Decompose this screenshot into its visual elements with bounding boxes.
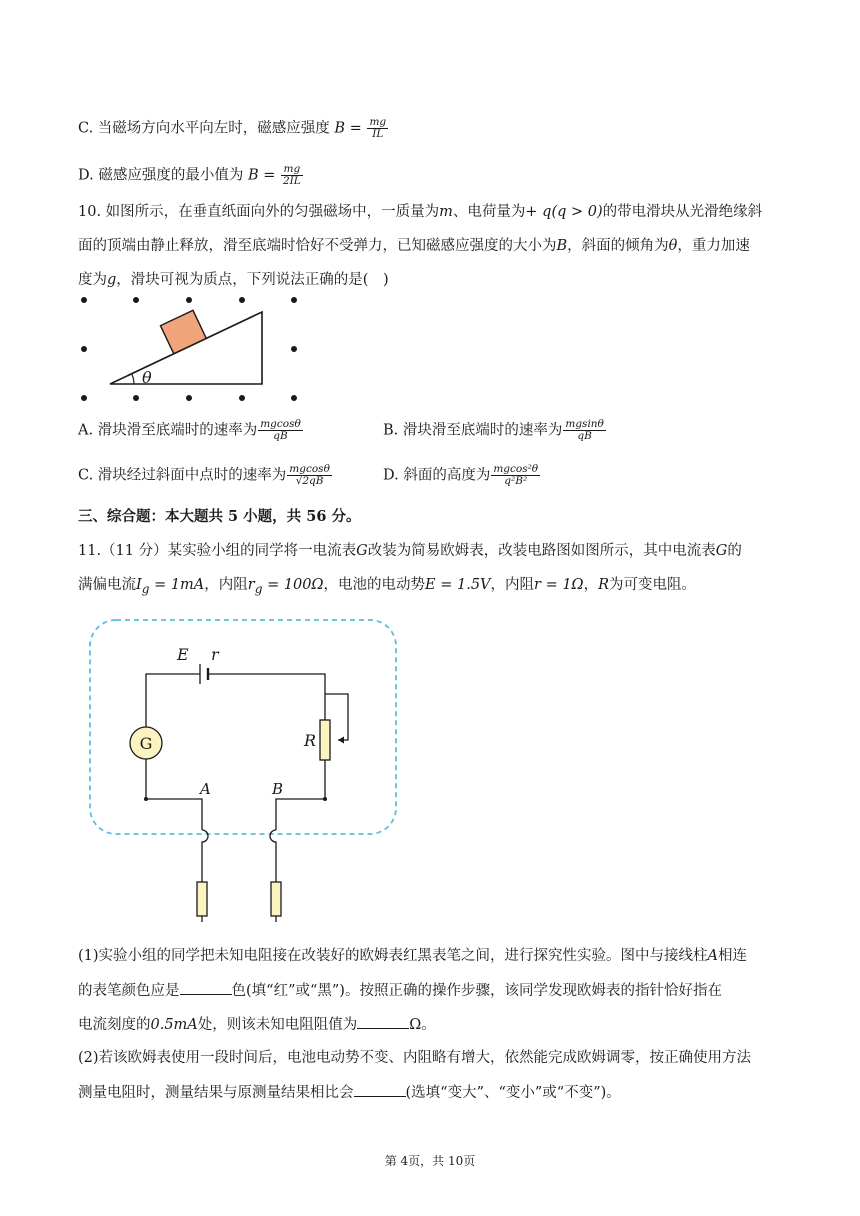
q11-part2-line1: (2)若该欧姆表使用一段时间后，电池电动势不变、内阻略有增大，依然能完成欧姆调零，按正确使用方法 (78, 1050, 752, 1066)
resistor-label: R (304, 731, 317, 750)
emf-label: E (177, 645, 189, 664)
probe-a (197, 882, 207, 916)
q10-stem-line3: 度为g，滑块可视为质点，下列说法正确的是( ) (78, 272, 389, 288)
answer-blank-resistance (357, 1014, 409, 1029)
galvanometer-label: G (139, 734, 153, 753)
dashed-enclosure (90, 620, 396, 834)
q11-part2-line2: 测量电阻时，测量结果与原测量结果相比会 (选填“变大”、“变小”或“不变”)。 (78, 1082, 621, 1103)
q9-option-d: D. 磁感应强度的最小值为 B = $\frac{mg}{2IL}$ (78, 163, 301, 187)
q11-stem-line1: 11.（11 分）某实验小组的同学将一电流表G改装为简易欧姆表，改装电路图如图所示，其中电流表G的 (78, 543, 742, 559)
q10-option-c: C. 滑块经过斜面中点时的速率为 $\frac{mgcos\theta}{√2qB}$ (78, 463, 330, 487)
page-footer: 第 4页，共 10页 (384, 1154, 476, 1168)
probe-b (271, 882, 281, 916)
q11-stem-line2: 满偏电流$I_g = 1mA$，内阻$r_g = 100\Omega$，电池的电动势E = 1.5V，内阻r = 1Ω，R为可变电阻。 (78, 577, 696, 596)
terminal-b-label: B (272, 780, 284, 798)
q11-part1-line2: 的表笔颜色应是 色(填“红”或“黑”)。按照正确的操作步骤，该同学发现欧姆表的指针恰好指在 (78, 980, 722, 1001)
variable-resistor (320, 720, 330, 760)
q10-option-a: A. 滑块滑至底端时的速率为 $\frac{mgcos\theta}{qB}$ (78, 418, 301, 442)
q10-option-d: D. 斜面的高度为 $\frac{\text{mgcos²θ}}{\text{q²B²}}$ (383, 463, 539, 487)
q10-stem-line2: 面的顶端由静止释放，滑至底端时恰好不受弹力，已知磁感应强度的大小为B，斜面的倾角为θ，重力加速 (78, 238, 750, 254)
q10-option-b: B. 滑块滑至底端时的速率为 $\frac{mgsin\theta}{qB}$ (383, 418, 604, 442)
q11-circuit-figure (80, 612, 410, 924)
q11-part1-line3: 电流刻度的0.5mA处，则该未知电阻阻值为 Ω。 (78, 1014, 436, 1035)
section-three-heading: 三、综合题：本大题共 5 小题，共 56 分。 (78, 508, 361, 525)
q11-part1-line1: (1)实验小组的同学把未知电阻接在改装好的欧姆表红黑表笔之间，进行探究性实验。图中与接线柱A相连 (78, 948, 748, 964)
terminal-a-label: A (200, 780, 211, 798)
answer-blank-comparison (354, 1082, 406, 1097)
q10-incline-figure (72, 292, 312, 410)
q9-option-c: C. 当磁场方向水平向左时，磁感应强度 B = $\frac{mg}{IL}$ (78, 116, 387, 140)
internal-resistance-label: r (211, 645, 219, 664)
answer-blank-color (180, 980, 232, 995)
angle-theta-label: θ (142, 368, 152, 387)
q10-stem-line1: 10. 如图所示，在垂直纸面向外的匀强磁场中，一质量为m、电荷量为+ q(q > 0)的带电滑块从光滑绝缘斜 (78, 204, 763, 220)
